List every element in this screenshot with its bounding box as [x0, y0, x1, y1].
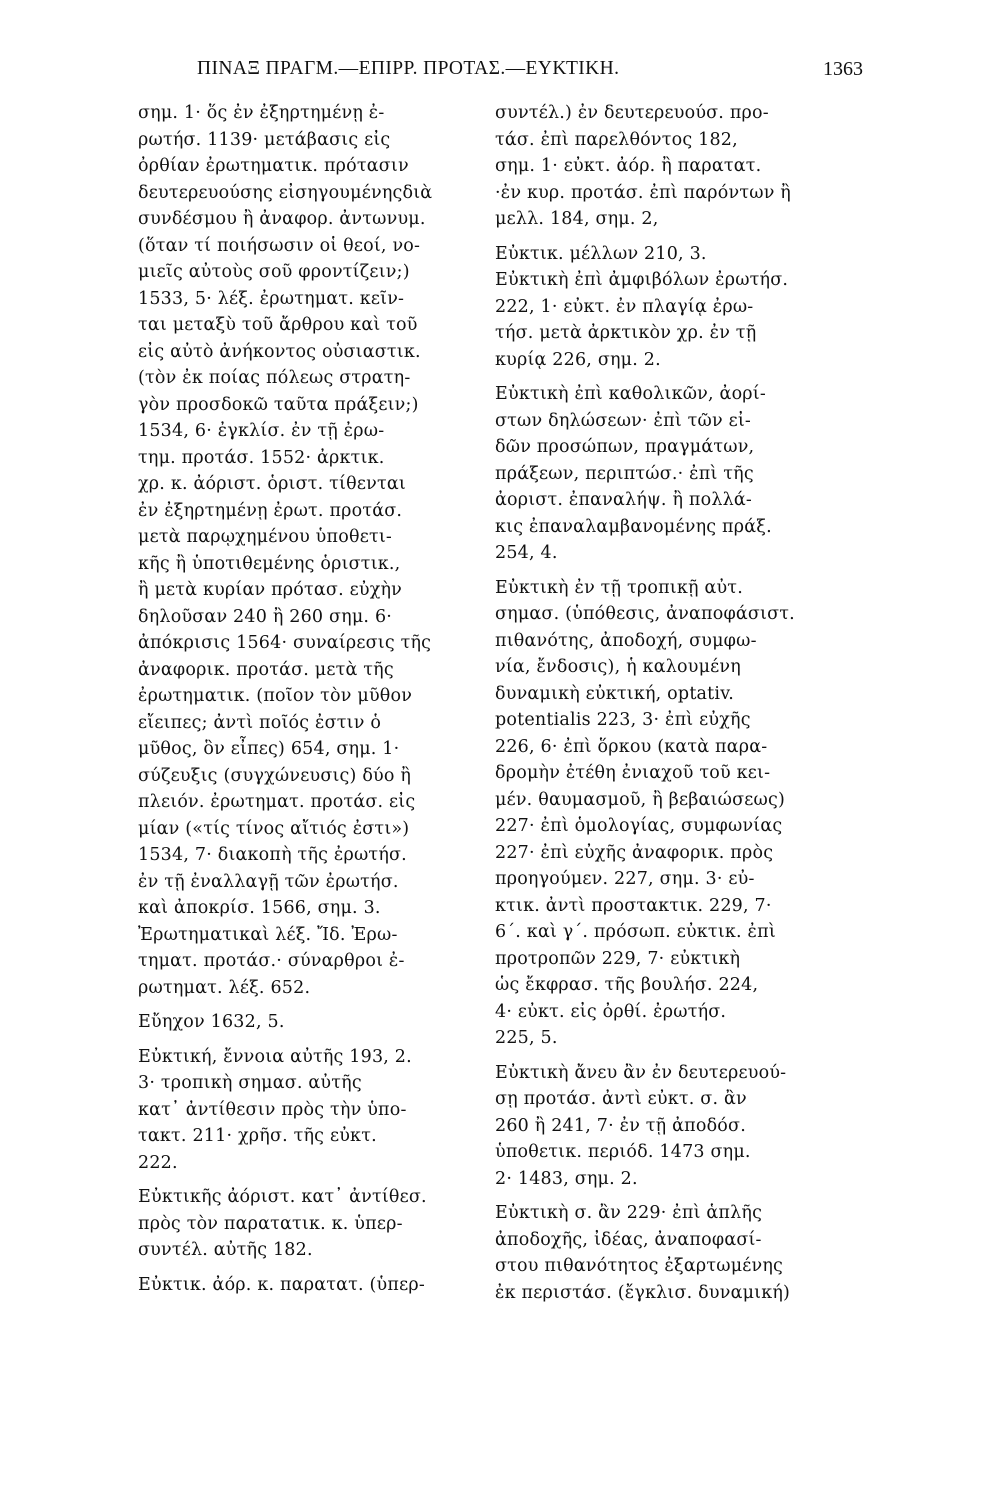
- text-line: γὸν προσδοκῶ ταῦτα πράξειν;): [138, 394, 419, 415]
- text-line: προτροπῶν 229, 7· εὐκτικὴ: [495, 948, 741, 969]
- text-line: ἀναφορικ. προτάσ. μετὰ τῆς: [138, 659, 394, 680]
- entry-gap: [495, 567, 845, 575]
- text-line: ὡς ἔκφρασ. τῆς βουλήσ. 224,: [495, 975, 759, 995]
- entry-gap: [138, 1264, 478, 1272]
- text-line: ἀοριστ. ἐπαναλήψ. ἢ πολλά-: [495, 490, 753, 510]
- text-line: σημασ. (ὑπόθεσις, ἀναποφάσιστ.: [495, 604, 795, 624]
- entry-gap: [495, 1192, 845, 1200]
- text-line: πλειόν. ἐρωτηματ. προτάσ. εἰς: [138, 792, 416, 812]
- text-line: 227· ἐπὶ εὐχῆς ἀναφορικ. πρὸς: [495, 842, 774, 863]
- running-header: [135, 58, 863, 90]
- text-line: 226, 6· ἐπὶ ὅρκου (κατὰ παρα-: [495, 736, 768, 757]
- text-line: πρὸς τὸν παρατατικ. κ. ὑπερ-: [138, 1213, 403, 1234]
- text-line: τήσ. μετὰ ἀρκτικὸν χρ. ἐν τῇ: [495, 323, 757, 343]
- text-line: κις ἐπαναλαμβανομένης πράξ.: [495, 516, 772, 537]
- text-line: 222.: [138, 1152, 178, 1173]
- entry-gap: [138, 1001, 478, 1009]
- text-line: προηγούμεν. 227, σημ. 3· εὐ-: [495, 869, 755, 889]
- text-line: 1533, 5· λέξ. ἐρωτηματ. κεῖν-: [138, 288, 405, 309]
- text-line: μελλ. 184, σημ. 2,: [495, 209, 659, 229]
- text-line: ὑποθετικ. περιόδ. 1473 σημ.: [495, 1142, 751, 1162]
- text-line: ται μεταξὺ τοῦ ἄρθρου καὶ τοῦ: [138, 315, 418, 335]
- text-line: 227· ἐπὶ ὁμολογίας, συμφωνίας: [495, 816, 783, 836]
- text-line: τακτ. 211· χρῆσ. τῆς εὐκτ.: [138, 1126, 377, 1146]
- text-line: τημ. προτάσ. 1552· ἀρκτικ.: [138, 447, 385, 468]
- text-line: Εὐκτικὴ ἐν τῇ τροπικῇ αὐτ.: [495, 577, 743, 598]
- text-line: 225, 5.: [495, 1028, 558, 1048]
- text-line: συντέλ. αὐτῆς 182.: [138, 1240, 313, 1260]
- text-line: ὀρθίαν ἐρωτηματικ. πρότασιν: [138, 156, 409, 176]
- text-line: μέν. θαυμασμοῦ, ἢ βεβαιώσεως): [495, 789, 786, 810]
- right-column: [495, 100, 845, 1306]
- text-line: ἀποδοχῆς, ἰδέας, ἀναποφασί-: [495, 1229, 762, 1250]
- text-line: Εὐκτικῆς ἀόριστ. κατ᾽ ἀντίθεσ.: [138, 1187, 427, 1207]
- text-line: 222, 1· εὐκτ. ἐν πλαγίᾳ ἐρω-: [495, 296, 754, 317]
- text-line: 3· τροπικὴ σημασ. αὐτῆς: [138, 1073, 362, 1093]
- left-column: [138, 100, 478, 1298]
- text-line: ἀπόκρισις 1564· συναίρεσις τῆς: [138, 633, 432, 653]
- text-line: 260 ἢ 241, 7· ἐν τῇ ἀποδόσ.: [495, 1115, 746, 1136]
- text-line: δηλοῦσαν 240 ἢ 260 σημ. 6·: [138, 606, 393, 627]
- entry-gap: [138, 1176, 478, 1184]
- text-line: κτικ. ἀντὶ προστακτικ. 229, 7·: [495, 895, 772, 916]
- entry-gap: [495, 373, 845, 381]
- text-line: δευτερευούσης εἰσηγουμένηςδιὰ: [138, 182, 433, 203]
- text-line: στων δηλώσεων· ἐπὶ τῶν εἰ-: [495, 410, 752, 431]
- text-line: Ἐρωτηματικαὶ λέξ. Ἴδ. Ἐρω-: [138, 924, 398, 945]
- entry-gap: [495, 1052, 845, 1060]
- text-line: ἐκ περιστάσ. (ἔγκλισ. δυναμική): [495, 1282, 791, 1303]
- text-line: δυναμικὴ εὐκτική, optativ.: [495, 683, 734, 704]
- text-line: potentialis 223, 3· ἐπὶ εὐχῆς: [495, 710, 751, 730]
- text-line: 2· 1483, σημ. 2.: [495, 1168, 638, 1189]
- text-line: τάσ. ἐπὶ παρελθόντος 182,: [495, 129, 738, 150]
- text-line: ρωτηματ. λέξ. 652.: [138, 977, 311, 998]
- text-line: εἴειπες; ἀντὶ ποῖός ἐστιν ὁ: [138, 712, 382, 733]
- text-line: σημ. 1· ὅς ἐν ἐξηρτημένῃ ἐ-: [138, 103, 385, 123]
- text-line: Εὐκτικ. μέλλων 210, 3.: [495, 243, 707, 264]
- text-line: μίαν («τίς τίνος αἴτιός ἐστι»): [138, 818, 410, 839]
- text-line: πιθανότης, ἀποδοχή, συμφω-: [495, 630, 757, 651]
- text-line: 4· εὐκτ. εἰς ὀρθί. ἐρωτήσ.: [495, 1001, 727, 1022]
- text-line: Εὐκτικ. ἀόρ. κ. παρατατ. (ὑπερ-: [138, 1274, 425, 1295]
- text-line: κυρίᾳ 226, σημ. 2.: [495, 349, 661, 370]
- text-line: (ὅταν τί ποιήσωσιν οἱ θεοί, νο-: [138, 235, 421, 256]
- text-line: πράξεων, περιπτώσ.· ἐπὶ τῆς: [495, 463, 754, 484]
- text-line: μετὰ παρῳχημένου ὑποθετι-: [138, 527, 393, 547]
- text-line: ἐρωτηματικ. (ποῖον τὸν μῦθον: [138, 686, 413, 706]
- text-line: συντέλ.) ἐν δευτερευούσ. προ-: [495, 103, 769, 123]
- entry-gap: [138, 1036, 478, 1044]
- text-line: Εὔηχον 1632, 5.: [138, 1012, 285, 1032]
- text-line: σῃ προτάσ. ἀντὶ εὐκτ. σ. ἂν: [495, 1089, 747, 1109]
- text-line: νία, ἔνδοσις), ἡ καλουμένη: [495, 657, 741, 677]
- text-line: τηματ. προτάσ.· σύναρθροι ἐ-: [138, 951, 405, 971]
- text-line: μιεῖς αὐτοὺς σοῦ φροντίζειν;): [138, 262, 410, 282]
- text-line: σύζευξις (συγχώνευσις) δύο ἢ: [138, 765, 412, 786]
- page-number: 1363: [823, 58, 863, 80]
- text-line: δρομὴν ἐτέθη ἐνιαχοῦ τοῦ κει-: [495, 763, 771, 783]
- text-line: Εὐκτική, ἔννοια αὐτῆς 193, 2.: [138, 1046, 412, 1067]
- text-line: μῦθος, ὃν εἶπες) 654, σημ. 1·: [138, 739, 400, 759]
- text-line: 1534, 6· ἐγκλίσ. ἐν τῇ ἐρω-: [138, 421, 385, 441]
- text-line: δῶν προσώπων, πραγμάτων,: [495, 437, 755, 457]
- text-line: κατ᾽ ἀντίθεσιν πρὸς τὴν ὑπο-: [138, 1099, 407, 1120]
- text-line: συνδέσμου ἢ ἀναφορ. ἀντωνυμ.: [138, 209, 426, 229]
- text-line: καὶ ἀποκρίσ. 1566, σημ. 3.: [138, 898, 381, 918]
- text-line: χρ. κ. ἀόριστ. ὁριστ. τίθενται: [138, 474, 406, 494]
- text-line: 254, 4.: [495, 543, 558, 563]
- header-title: ΠΙΝΑΞ ΠΡΑΓΜ.—ΕΠΙΡΡ. ΠΡΟΤΑΣ.—ΕΥΚΤΙΚΗ.: [197, 58, 620, 79]
- text-line: ρωτήσ. 1139· μετάβασις εἰς: [138, 129, 391, 150]
- text-line: εἰς αὐτὸ ἀνήκοντος οὐσιαστικ.: [138, 341, 421, 362]
- text-line: στου πιθανότητος ἐξαρτωμένης: [495, 1256, 784, 1276]
- text-line: ἐν ἐξηρτημένῃ ἐρωτ. προτάσ.: [138, 500, 403, 521]
- text-line: Εὐκτικὴ ἄνευ ἂν ἐν δευτερευού-: [495, 1062, 787, 1083]
- text-line: Εὐκτικὴ ἐπὶ ἀμφιβόλων ἐρωτήσ.: [495, 270, 789, 290]
- text-line: ·ἐν κυρ. προτάσ. ἐπὶ παρόντων ἢ: [495, 182, 791, 203]
- text-line: σημ. 1· εὐκτ. ἀόρ. ἢ παρατατ.: [495, 156, 762, 176]
- entry-gap: [495, 233, 845, 241]
- text-line: (τὸν ἐκ ποίας πόλεως στρατη-: [138, 368, 411, 388]
- text-line: 6΄. καὶ γ΄. πρόσωπ. εὐκτικ. ἐπὶ: [495, 922, 776, 942]
- text-line: 1534, 7· διακοπὴ τῆς ἐρωτήσ.: [138, 845, 407, 865]
- text-line: ἐν τῇ ἐναλλαγῇ τῶν ἐρωτήσ.: [138, 871, 399, 892]
- text-line: κῆς ἢ ὑποτιθεμένης ὁριστικ.,: [138, 553, 401, 574]
- text-line: Εὐκτικὴ σ. ἂν 229· ἐπὶ ἁπλῆς: [495, 1203, 763, 1223]
- text-line: Εὐκτικὴ ἐπὶ καθολικῶν, ἀορί-: [495, 384, 766, 404]
- text-line: ἢ μετὰ κυρίαν πρότασ. εὐχὴν: [138, 580, 403, 600]
